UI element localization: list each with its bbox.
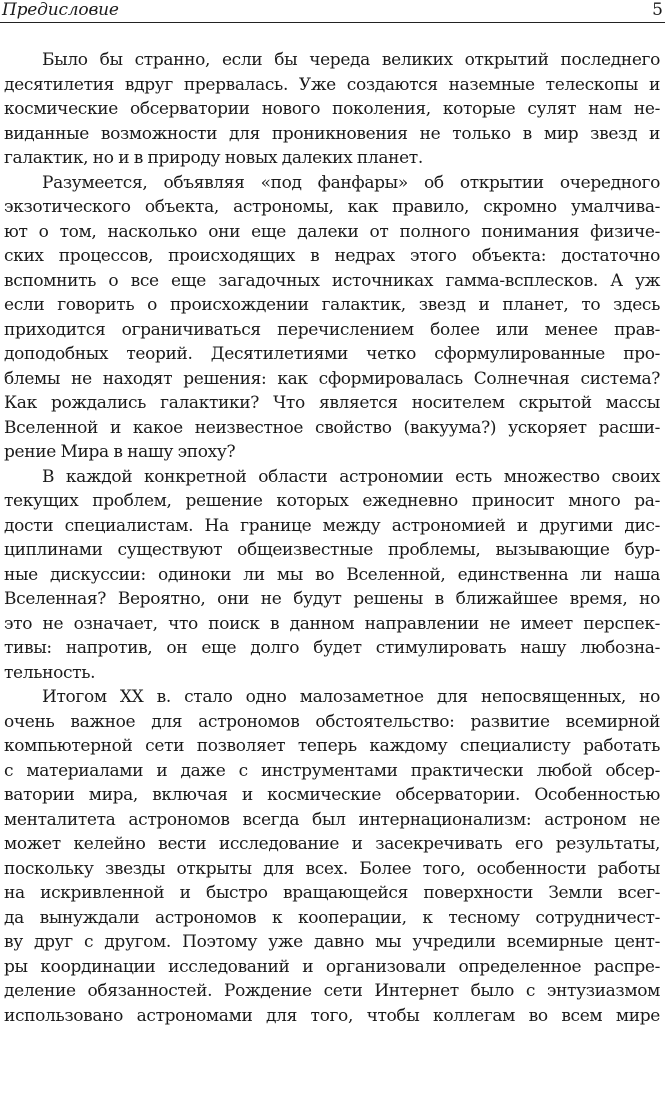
text-line: дости специалистам. На границе между астрономией и другими дис- xyxy=(4,515,660,536)
text-line: если говорить о происхождении галактик, звезд и планет, то здесь xyxy=(4,295,660,315)
text-line: вспомнить о все еще загадочных источниках гамма-всплесков. А уж xyxy=(4,270,660,291)
text-line: это не означает, что поиск в данном направлении не имеет перспек- xyxy=(4,613,660,634)
text-line: поскольку звезды открыты для всех. Более того, особенности работы xyxy=(4,858,660,879)
text-line: блемы не находят решения: как сформировалась Солнечная система? xyxy=(4,368,660,389)
text-line: на искривленной и быстро вращающейся поверхности Земли всег- xyxy=(4,883,660,903)
text-line: очень важное для астрономов обстоятельство: развитие всемирной xyxy=(4,711,660,732)
text-line: десятилетия вдруг прервалась. Уже создаются наземные телескопы и xyxy=(4,74,660,95)
text-line: Итогом XX в. стало одно малозаметное для непосвященных, но xyxy=(42,687,660,707)
text-line: доподобных теорий. Десятилетиями четко сформулированные про- xyxy=(4,344,660,364)
text-line: Вселенная? Вероятно, они не будут решены в ближайшее время, но xyxy=(4,589,660,609)
text-line: ватории мира, включая и космические обсерватории. Особенностью xyxy=(4,785,660,805)
text-line: компьютерной сети позволяет теперь каждому специалисту работать xyxy=(4,736,660,756)
text-line: текущих проблем, решение которых ежедневно приносит много ра- xyxy=(4,491,660,511)
text-line: циплинами существуют общеизвестные проблемы, вызывающие бур- xyxy=(4,540,660,560)
text-line: может келейно вести исследование и засекречивать его результаты, xyxy=(4,834,660,854)
text-line: Вселенной и какое неизвестное свойство (вакуума?) ускоряет расши- xyxy=(4,417,660,438)
page-header xyxy=(0,0,665,23)
page-number: 5 xyxy=(652,0,663,20)
body-text xyxy=(4,48,660,1028)
text-line: В каждой конкретной области астрономии есть множество своих xyxy=(42,466,660,487)
text-line: приходится ограничиваться перечислением более или менее прав- xyxy=(4,319,660,340)
text-line: ры координации исследований и организовали определенное распре- xyxy=(4,956,660,977)
text-line: деление обязанностей. Рождение сети Интернет было с энтузиазмом xyxy=(4,981,660,1001)
text-line: тивы: напротив, он еще долго будет стимулировать нашу любозна- xyxy=(4,638,660,658)
text-line: с материалами и даже с инструментами практически любой обсер- xyxy=(4,760,660,781)
text-line: ских процессов, происходящих в недрах этого объекта: достаточно xyxy=(4,246,660,266)
running-title: Предисловие xyxy=(2,0,119,20)
text-line: ют о том, насколько они еще далеки от полного понимания физиче- xyxy=(4,221,660,242)
text-line: космические обсерватории нового поколения, которые сулят нам не- xyxy=(4,99,660,119)
text-line: экзотического объекта, астрономы, как правило, скромно умалчива- xyxy=(4,197,660,217)
text-line: использовано астрономами для того, чтобы коллегам во всем мире xyxy=(4,1005,660,1026)
text-line: рение Мира в нашу эпоху? xyxy=(4,442,236,462)
text-line: тельность. xyxy=(4,662,96,683)
text-line: Было бы странно, если бы череда великих открытий последнего xyxy=(42,50,660,70)
text-line: да вынуждали астрономов к кооперации, к тесному сотрудничест- xyxy=(4,907,660,928)
text-line: ные дискуссии: одиноки ли мы во Вселенной, единственна ли наша xyxy=(4,564,660,585)
text-line: галактик, но и в природу новых далеких планет. xyxy=(4,148,423,168)
text-line: менталитета астрономов всегда был интернационализм: астроном не xyxy=(4,809,660,830)
text-line: Разумеется, объявляя «под фанфары» об открытии очередного xyxy=(42,172,660,193)
text-line: ву друг с другом. Поэтому уже давно мы учредили всемирные цент- xyxy=(4,932,660,952)
text-line: Как рождались галактики? Что является носителем скрытой массы xyxy=(4,393,660,413)
text-line: виданные возможности для проникновения не только в мир звезд и xyxy=(4,123,660,144)
